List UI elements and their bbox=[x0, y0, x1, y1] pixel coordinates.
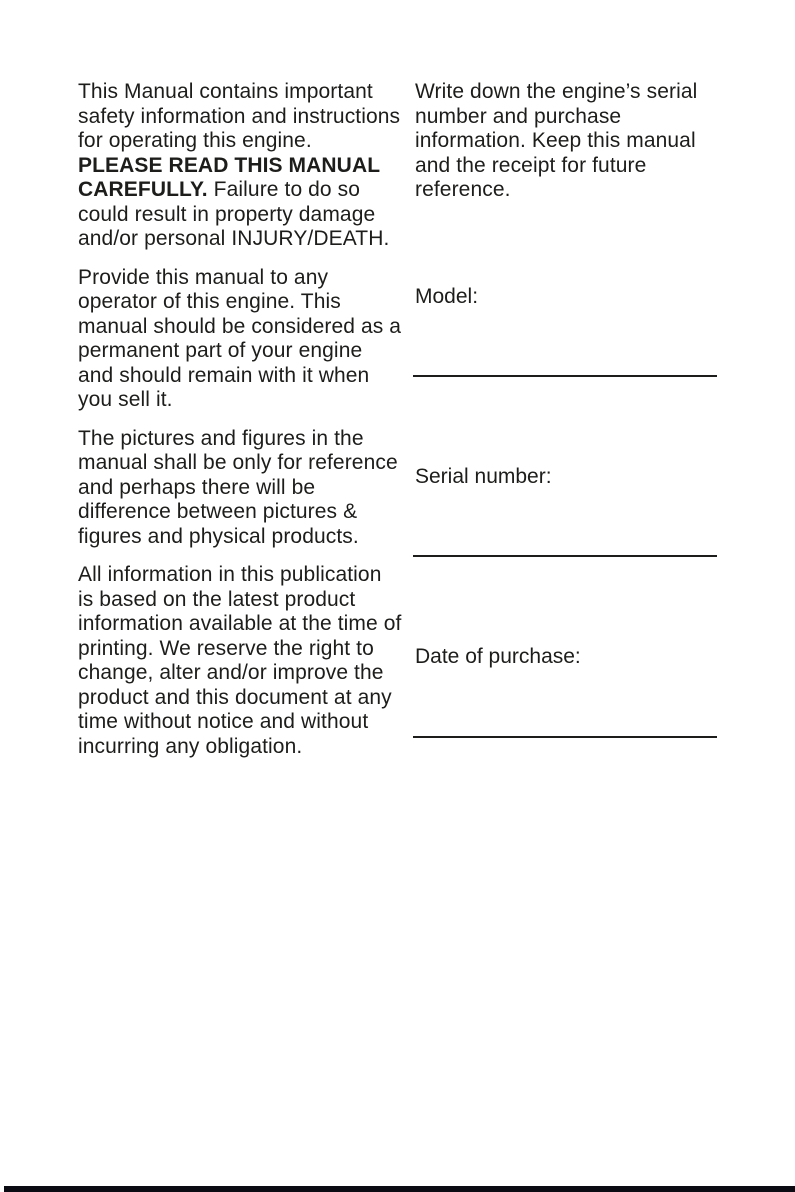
serial-number-write-line bbox=[413, 555, 717, 557]
paragraph-write-down-info: Write down the engine’s serial number and purchase information. Keep this manual and the receipt for future reference. bbox=[415, 80, 698, 201]
model-write-line bbox=[413, 375, 717, 377]
paragraph-pictures-reference: The pictures and figures in the manual shall be only for reference and perhaps there will be difference between pictures & figures and physical products. bbox=[78, 426, 398, 548]
page-bottom-rule bbox=[4, 1186, 795, 1192]
paragraph-bold-warning: PLEASE READ THIS MANUAL CAREFULLY. bbox=[78, 153, 380, 201]
date-of-purchase-write-line bbox=[413, 736, 717, 738]
date-of-purchase-label: Date of purchase: bbox=[415, 645, 581, 668]
paragraph-text: This Manual contains important safety information and instructions for operating this engine. bbox=[78, 80, 401, 152]
paragraph-safety-notice bbox=[78, 80, 402, 252]
paragraph-provide-manual: Provide this manual to any operator of this engine. This manual should be considered as a permanent part of your engine and should remain with it when you sell it. bbox=[78, 265, 402, 411]
paragraph-publication-info: All information in this publication is based on the latest product information available at the time of printing. We reserve the right to change, alter and/or improve the product and this document at any time without notice and without incurring any obligation. bbox=[78, 563, 402, 758]
right-column bbox=[415, 80, 719, 800]
left-column bbox=[78, 80, 402, 773]
serial-number-label: Serial number: bbox=[415, 465, 552, 488]
model-label: Model: bbox=[415, 285, 479, 308]
paragraph-text: Failure to do so could result in property damage and/or personal INJURY/DEATH. bbox=[78, 178, 390, 250]
